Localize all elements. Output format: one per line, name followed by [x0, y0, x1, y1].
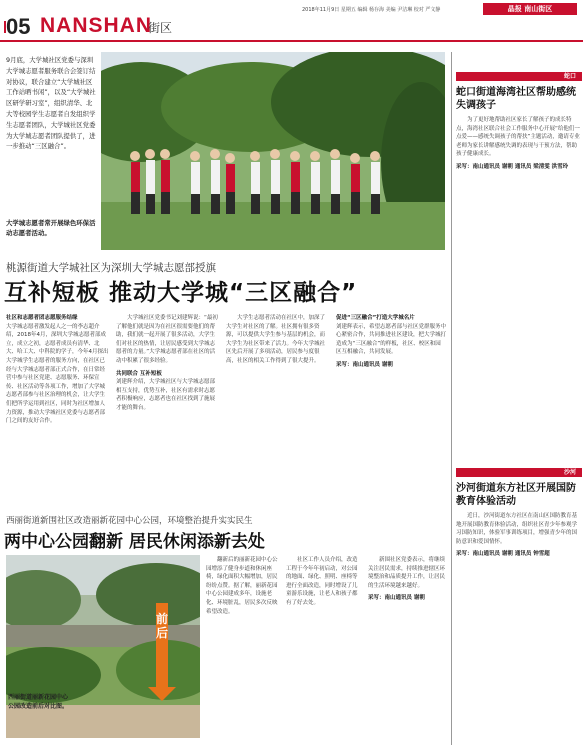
- story2-col1-body: 翻新后的丽新花园中心公园增添了健身步道和休闲座椅，绿化面积大幅增加，居民纷纷点赞。据了解，丽新花园中心公园建成多年，设施老化、环境脏乱，居民多次反映希望改造。: [206, 557, 278, 615]
- story1-col3-body: 大学生志愿者活动在社区中，加深了大学生对社区的了解。社区拥有很多资源，可以提供大学生参与基层的机会，而大学生为社区带来了活力。今年大学城社区先后开展了多项活动，居民参与度很高，社区的相关工作得到了很大提升。: [226, 315, 326, 364]
- volunteer-group-photo: [101, 52, 445, 250]
- right-story1-body: 为了更好地帮助社区家长了解孩子的成长特点，海湾社区联合社会工作服务中心开展“给他们一点爱——感统失调孩子的帮扶”主题活动，邀请专业老师为家长讲解感统失调的表现与干预方法，帮助孩子健康成长。: [456, 117, 580, 158]
- story2-column-1: [206, 556, 280, 742]
- right-story2-headline: 沙河街道东方社区开展国防教育体验活动: [456, 483, 576, 507]
- column-divider: [451, 52, 452, 745]
- story2-col3-body: 新围社区党委表示，将继续关注居民需求，持续推进辖区环境整治和品质提升工作，让居民的生活环境越来越好。: [368, 557, 446, 589]
- story1-col2-body2: 刘建辉介绍，大学城社区与大学城志愿部相互支持，优势互补，社区有需求时志愿者积极响应，志愿者也在社区找到了施展才能的舞台。: [116, 379, 216, 411]
- story1-col4-body: 刘建辉表示，希望志愿者部与社区党群服务中心紧密合作，共同推进社区建设，把大学城打造成为“三区融合”的样板，社区、校区和园区互相融合，共同发展。: [336, 323, 446, 356]
- story1-intro: 9月底，大学城社区党委与深圳大学城志愿者服务联合会签订结对协议，联合建立“大学城社区工作站晒书闲”，以及“大学城社区研学研习室”，组织清华、北大等校园学生志愿者自发组织学生志愿者团队，大学城社区党委为大学城志愿者团队提供了，进一步推动“三区融合”。: [6, 56, 96, 151]
- story1-column-2: [116, 314, 220, 510]
- story1-col4-subhead: 促进“三区融合”打造大学城名片: [336, 315, 415, 321]
- story1-col1-body: 大学城志愿者激发起人之一的李志超介绍，2018年4月，深圳大学城志愿者部成立，成立之初，志愿者成员有清华、北大、哈工大、中科院的学子，今年4月探出大学城学生志愿者的服务方向，在社区已经与大学城志愿者部正式合作，在日常经营中参与社区党建、志愿服务、环保宣传、社区活动等各项工作，增加了大学城志愿者部参与社区治理的机会，让大学生们把所学运用到社区，同时为社区增加人力资源，推动大学城社区党委与志愿者部门之间的友好合作。: [6, 323, 109, 425]
- section-title: NANSHAN: [40, 14, 152, 37]
- story2-column-2: [286, 556, 362, 742]
- right-story1-headline: 蛇口街道海湾社区帮助感统失调孩子: [456, 87, 576, 111]
- right-story2-body: 近日，沙河街道东方社区在南山区国防教育基地开展国防教育体验活动，组织社区青少年参观学习国防知识，体验军事训练项目，增强青少年的国防意识和爱国情怀。: [456, 513, 578, 545]
- section-subtitle: 街区: [148, 21, 173, 35]
- story2-kicker: 西丽街道新围社区改造丽新花园中心公园，环境整治提升实实民生: [6, 516, 253, 526]
- story2-photo-caption: 西丽街道丽新花园中心公园改造前后对比图。: [8, 694, 69, 710]
- story2-headline: 两中心公园翻新 居民休闲添新去处: [4, 532, 265, 552]
- masthead: [0, 0, 583, 46]
- brand-logo: 晶报 南山街区: [483, 3, 577, 15]
- story1-headline: 互补短板 推动大学城“三区融合”: [4, 280, 358, 306]
- story2-col2-body: 社区工作人员介绍，改造工程于今年年初启动，对公园的地面、绿化、照明、座椅等进行全面改造，同时增设了儿童游乐设施，让老人和孩子都有了好去处。: [286, 557, 358, 606]
- story1-column-4: [336, 314, 446, 510]
- right-story2-byline: 采写：南山通讯员 谢朝 通讯员 钟雪超: [456, 551, 550, 558]
- story1-photo-caption: 大学城志愿者常开展绿色环保活动志愿者活动。: [6, 219, 96, 237]
- story1-col1-subhead: 社区和志愿者团志愿服务结缘: [6, 315, 78, 321]
- story2-byline: 采写：南山通讯员 谢朝: [368, 595, 425, 602]
- story1-kicker: 桃源街道大学城社区为深圳大学城志愿部授旗: [6, 262, 216, 274]
- right-story1-byline: 采写：南山通讯员 谢朝 通讯员 梁清雯 洪雪玲: [456, 163, 569, 170]
- right-tag-shahe: 沙河: [456, 468, 582, 477]
- right-story-1: [456, 86, 582, 446]
- story1-column-1: [6, 314, 110, 510]
- story1-col2-subhead: 共同联合 互补短板: [116, 370, 162, 377]
- issue-meta: 2018年11月9日 星期五 编辑 杨存海 美编 尹洁琳 校对 严文静: [302, 7, 441, 13]
- story1-byline: 采写：南山通讯员 谢朝: [336, 361, 393, 368]
- right-story1-body-wrap: [456, 116, 582, 446]
- right-tag-shekou: 蛇口: [456, 72, 582, 81]
- story1-col2-body: 大学城社区党委书记刘建辉说：“最初了解他们就是因为在社区很需要他们的帮助，我们就一起开展了很多活动，大学生们对社区的热情，让居民感受到大学城志愿者的力量。”大学城志愿者部在社区的活动中积累了很多经验。: [116, 315, 218, 364]
- story2-column-3: [368, 556, 446, 742]
- right-story-2: [456, 482, 582, 737]
- right-story2-body-wrap: [456, 512, 582, 737]
- before-after-label: 前后: [155, 612, 168, 640]
- masthead-rule: [0, 40, 583, 42]
- page-number: 05: [6, 14, 31, 39]
- story1-column-3: [226, 314, 330, 510]
